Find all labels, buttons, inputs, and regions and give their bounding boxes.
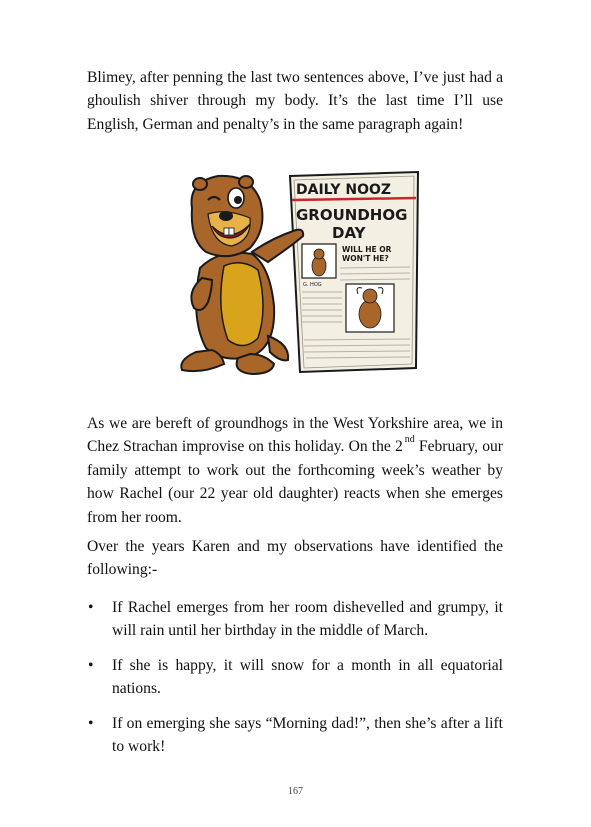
list-item-text: If on emerging she says “Morning dad!”, then she’s after a lift to work!	[112, 714, 503, 756]
bullet-icon: •	[88, 599, 94, 616]
headline-line2: DAY	[332, 224, 366, 242]
paragraph-groundhog-tradition	[87, 412, 503, 529]
groundhog-character	[181, 176, 303, 374]
list-item	[87, 654, 503, 701]
headline-line1: GROUNDHOG	[296, 206, 408, 224]
paragraph-intro: Blimey, after penning the last two sentences above, I’ve just had a ghoulish shiver through my body. It’s the last time I’ll use English, German and penalty’s in the same paragraph again!	[87, 69, 503, 133]
observations-list	[87, 596, 503, 769]
masthead-text: DAILY NOOZ	[296, 182, 392, 198]
subhead-line1: WILL HE OR	[342, 245, 392, 254]
groundhog-newspaper-illustration	[172, 168, 422, 378]
photo-caption: G. HOG	[303, 282, 322, 288]
newspaper	[290, 172, 418, 372]
list-item-text: If she is happy, it will snow for a month in all equatorial nations.	[112, 656, 503, 698]
paragraph-observations: Over the years Karen and my observations have identified the following:-	[87, 538, 503, 579]
list-item	[87, 596, 503, 643]
list-item	[87, 712, 503, 759]
ordinal-suffix: nd	[404, 434, 415, 446]
paragraph-text-after-ordinal: February, our family attempt to work out the forthcoming week’s weather by how Rachel (our 22 year old daughter) reacts when she emerges from her room.	[87, 438, 504, 526]
bullet-icon: •	[88, 714, 94, 732]
page-number: 167	[288, 786, 303, 797]
list-item-text: If Rachel emerges from her room dishevelled and grumpy, it will rain until her birthday in the middle of March.	[112, 599, 503, 640]
paragraph-text-before-ordinal: As we are bereft of groundhogs in the West Yorkshire area, we in Chez Strachan improvise on this holiday. On the 2	[87, 415, 503, 456]
bullet-icon: •	[88, 656, 94, 674]
subhead-line2: WON'T HE?	[342, 254, 389, 263]
